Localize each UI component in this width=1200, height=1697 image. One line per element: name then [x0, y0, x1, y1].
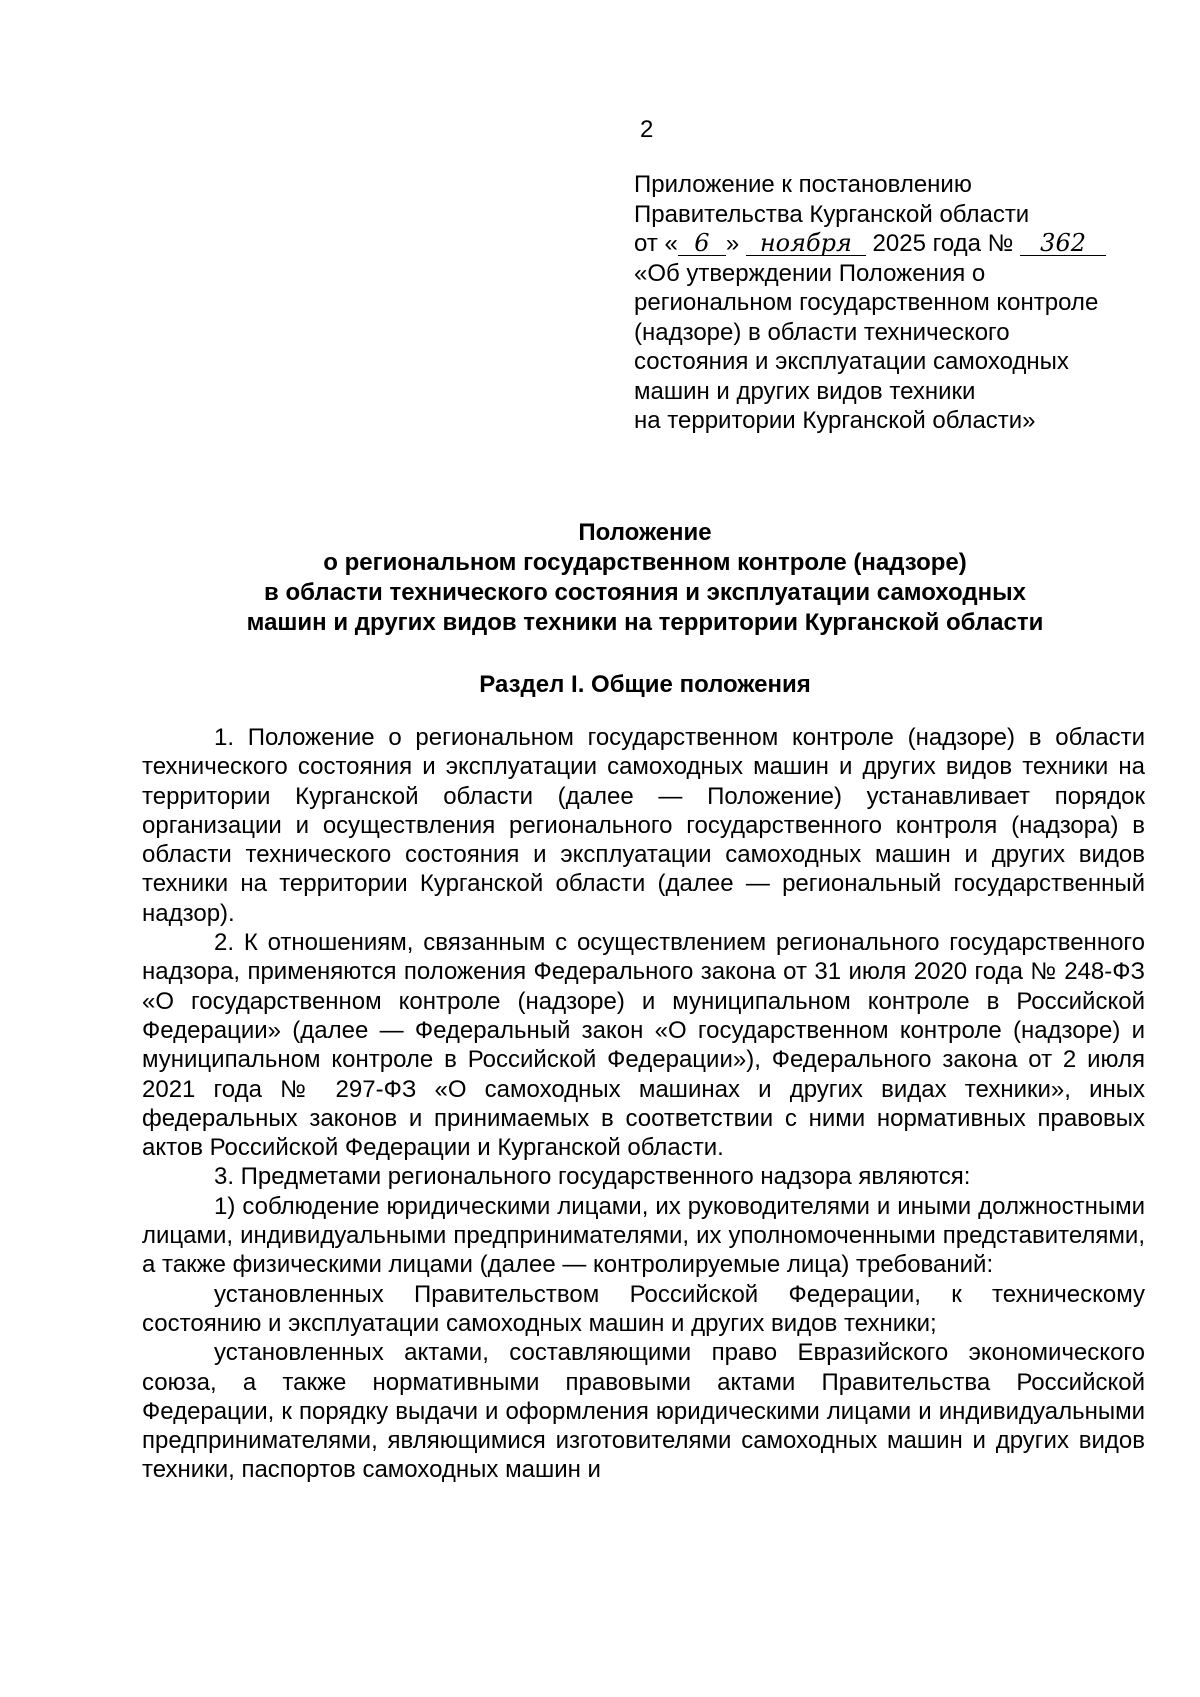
year-text: 2025 года №	[872, 230, 1014, 257]
paragraph: 3. Предметами регионального государственного надзора являются:	[214, 1163, 971, 1191]
document-title	[130, 518, 1160, 638]
page-number: 2	[640, 116, 654, 143]
appendix-line: (надзоре) в области технического	[634, 318, 1010, 346]
date-quote-close: »	[725, 230, 740, 257]
paragraph: 2. К отношениям, связанным с осуществлением регионального государственного надзора, применяются положения Федерального закона от 31 июля 2020 года № 248-ФЗ «О государственном контроле (надзоре) и муниципальном контроле в Российской Федерации» (далее — Федеральный закон «О государственном контроле (надзоре) и муниципальном контроле в Российской Федерации»), Федерального закона от 2 июля 2021 года № 297-ФЗ «О самоходных машинах и других видах техники», иных федеральных законов и принимаемых в соответствии с ними нормативных правовых актов Российской Федерации и Курганской области.	[142, 929, 1145, 1162]
appendix-line: на территории Курганской области»	[634, 407, 1036, 434]
handwritten-day: 6	[678, 231, 726, 256]
paragraph: 1. Положение о региональном государственном контроле (надзоре) в области технического состояния и эксплуатации самоходных машин и других видов техники на территории Курганской области (далее — Положение) устанавливает порядок организации и осуществления регионального государственного контроля (надзора) в области технического состояния и эксплуатации самоходных машин и других видов техники на территории Курганской области (далее — региональный государственный надзор).	[142, 724, 1145, 927]
title-line: машин и других видов техники на территории Курганской области	[246, 609, 1044, 636]
appendix-line: Приложение к постановлению	[634, 171, 972, 198]
title-line: в области технического состояния и эксплуатации самоходных	[264, 579, 1026, 606]
body-text	[142, 723, 1145, 1485]
appendix-line: Правительства Курганской области	[634, 200, 1030, 228]
paragraph: 1) соблюдение юридическими лицами, их руководителями и иными должностными лицами, индивидуальными предпринимателями, их уполномоченными представителями, а также физическими лицами (далее — контролируемые лица) требований:	[142, 1192, 1145, 1279]
handwritten-number: 362	[1020, 231, 1106, 256]
appendix-line: региональном государственном контроле	[634, 289, 1099, 316]
handwritten-month: ноября	[746, 231, 866, 256]
date-prefix: от «	[634, 230, 678, 257]
appendix-date-line	[634, 229, 1154, 259]
appendix-line: «Об утверждении Положения о	[634, 259, 986, 287]
title-line: Положение	[578, 519, 712, 546]
appendix-block	[634, 170, 1154, 436]
appendix-line: состояния и эксплуатации самоходных	[634, 348, 1069, 375]
appendix-line: машин и других видов техники	[634, 377, 976, 405]
section-heading: Раздел I. Общие положения	[479, 671, 811, 698]
paragraph: установленных Правительством Российской Федерации, к техническому состоянию и эксплуатации самоходных машин и других видов техники;	[142, 1280, 1145, 1337]
title-line: о региональном государственном контроле (надзоре)	[323, 549, 967, 576]
paragraph: установленных актами, составляющими право Евразийского экономического союза, а также нормативными правовыми актами Правительства Российской Федерации, к порядку выдачи и оформления юридическими лицами и индивидуальными предпринимателями, являющимися изготовителями самоходных машин и других видов техники, паспортов самоходных машин и	[142, 1339, 1145, 1484]
